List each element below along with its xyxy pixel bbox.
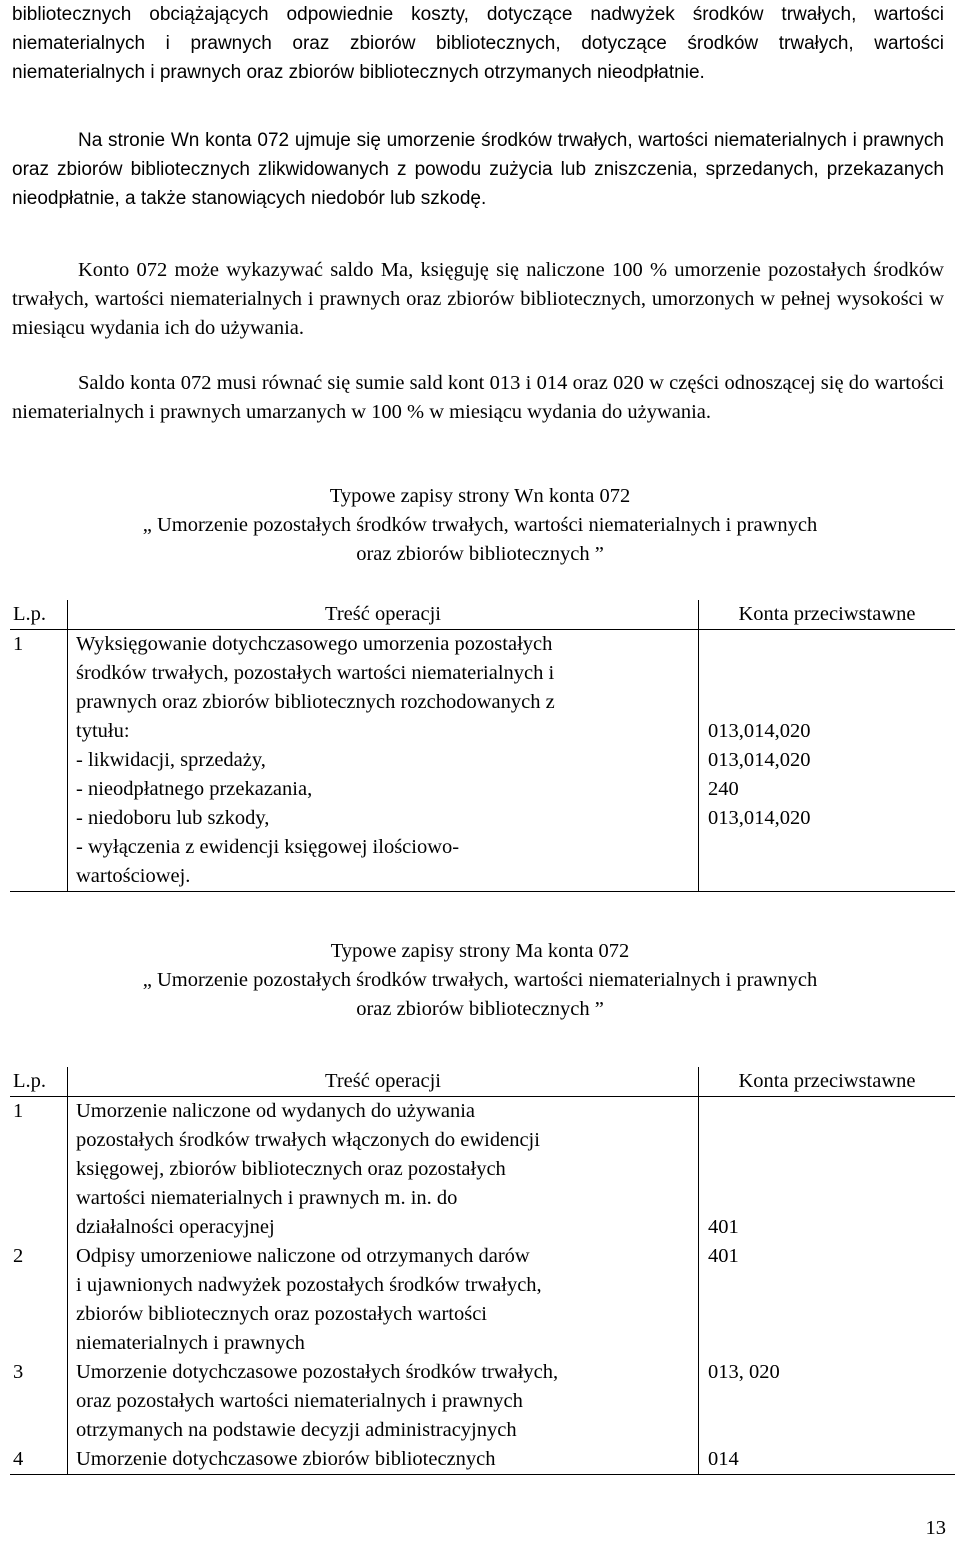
row-lp: 4	[10, 1445, 68, 1475]
row-line: Umorzenie dotychczasowe zbiorów bibliotecznych	[76, 1448, 496, 1470]
row-tresc	[68, 1097, 699, 1243]
table-row	[10, 630, 955, 892]
konta-value: 240	[708, 778, 739, 800]
table-row	[10, 1358, 955, 1445]
section-ma-title: Typowe zapisy strony Ma konta 072	[330, 940, 630, 962]
row-line: prawnych oraz zbiorów bibliotecznych rozchodowanych z	[76, 691, 555, 713]
header-tresc: Treść operacji	[68, 1067, 699, 1097]
row-line: i ujawnionych nadwyżek pozostałych środków trwałych,	[76, 1274, 542, 1296]
table-wn	[10, 600, 955, 892]
row-lp: 3	[10, 1358, 68, 1445]
row-tresc	[68, 1358, 699, 1445]
konta-value: 014	[708, 1448, 739, 1470]
row-line: - likwidacji, sprzedaży,	[76, 749, 266, 771]
row-line: środków trwałych, pozostałych wartości niematerialnych i	[76, 662, 555, 684]
row-line: wartości niematerialnych i prawnych m. in. do	[76, 1187, 458, 1209]
section-wn-subtitle-2: oraz zbiorów bibliotecznych ”	[356, 543, 604, 565]
row-line: Umorzenie dotychczasowe pozostałych środków trwałych,	[76, 1361, 559, 1383]
konta-value: 013,014,020	[708, 749, 811, 771]
row-konta	[699, 1358, 956, 1445]
row-tresc	[68, 1242, 699, 1358]
paragraph-saldo-ma: Konto 072 może wykazywać saldo Ma, księguję się naliczone 100 % umorzenie pozostałych środków trwałych, wartości niematerialnych i prawnych oraz zbiorów bibliotecznych, umorzonych w pełnej wysokości w miesiącu wydania ich do używania.	[12, 259, 944, 339]
konta-value: 401	[708, 1245, 739, 1267]
intro-paragraph: bibliotecznych obciążających odpowiednie koszty, dotyczące nadwyżek środków trwałych, wartości niematerialnych i prawnych oraz zbiorów bibliotecznych, dotyczące środków trwałych, wartości niematerialnych i prawnych oraz zbiorów bibliotecznych otrzymanych nieodpłatnie.	[12, 4, 944, 83]
row-lp: 1	[10, 630, 68, 892]
row-konta	[699, 1097, 956, 1243]
table-row	[10, 1445, 955, 1475]
header-lp: L.p.	[10, 1067, 68, 1097]
row-line: niematerialnych i prawnych	[76, 1332, 305, 1354]
header-konta: Konta przeciwstawne	[699, 1067, 956, 1097]
row-line: działalności operacyjnej	[76, 1216, 275, 1238]
row-lp: 2	[10, 1242, 68, 1358]
row-line: wartościowej.	[76, 865, 191, 887]
row-line: Wyksięgowanie dotychczasowego umorzenia pozostałych	[76, 633, 553, 655]
paragraph-saldo-konta: Saldo konta 072 musi równać się sumie sald kont 013 i 014 oraz 020 w części odnoszącej się do wartości niematerialnych i prawnych umarzanych w 100 % w miesiącu wydania do używania.	[12, 372, 944, 423]
row-line: - niedoboru lub szkody,	[76, 807, 270, 829]
row-konta	[699, 630, 956, 892]
row-line: oraz pozostałych wartości niematerialnych i prawnych	[76, 1390, 523, 1412]
page-number: 13	[925, 1517, 946, 1539]
header-tresc: Treść operacji	[68, 600, 699, 630]
table-row	[10, 1097, 955, 1243]
konta-value: 013, 020	[708, 1361, 780, 1383]
row-line: Odpisy umorzeniowe naliczone od otrzymanych darów	[76, 1245, 530, 1267]
row-line: księgowej, zbiorów bibliotecznych oraz pozostałych	[76, 1158, 506, 1180]
row-line: - nieodpłatnego przekazania,	[76, 778, 313, 800]
row-line: Umorzenie naliczone od wydanych do używania	[76, 1100, 476, 1122]
row-line: zbiorów bibliotecznych oraz pozostałych wartości	[76, 1303, 487, 1325]
header-konta: Konta przeciwstawne	[699, 600, 956, 630]
section-wn-subtitle-1: „ Umorzenie pozostałych środków trwałych, wartości niematerialnych i prawnych	[142, 514, 818, 536]
konta-value: 013,014,020	[708, 807, 811, 829]
konta-value: 013,014,020	[708, 720, 811, 742]
row-line: - wyłączenia z ewidencji księgowej ilościowo-	[76, 836, 460, 858]
table-ma	[10, 1067, 955, 1475]
row-tresc	[68, 1445, 699, 1475]
table-row	[10, 1242, 955, 1358]
section-ma-subtitle-2: oraz zbiorów bibliotecznych ”	[356, 998, 604, 1020]
row-konta	[699, 1445, 956, 1475]
table-header-row	[10, 1067, 955, 1097]
konta-value: 401	[708, 1216, 739, 1238]
row-lp: 1	[10, 1097, 68, 1243]
row-line: tytułu:	[76, 720, 130, 742]
row-tresc	[68, 630, 699, 892]
header-lp: L.p.	[10, 600, 68, 630]
section-ma-subtitle-1: „ Umorzenie pozostałych środków trwałych, wartości niematerialnych i prawnych	[142, 969, 818, 991]
paragraph-wn-side: Na stronie Wn konta 072 ujmuje się umorzenie środków trwałych, wartości niematerialnych i prawnych oraz zbiorów bibliotecznych zlikwidowanych z powodu zużycia lub zniszczenia, sprzedanych, przekazanych nieodpłatnie, a także stanowiących niedobór lub szkodę.	[12, 130, 944, 209]
section-wn-title: Typowe zapisy strony Wn konta 072	[329, 485, 631, 507]
row-konta	[699, 1242, 956, 1358]
table-header-row	[10, 600, 955, 630]
row-line: otrzymanych na podstawie decyzji administracyjnych	[76, 1419, 517, 1441]
row-line: pozostałych środków trwałych włączonych do ewidencji	[76, 1129, 540, 1151]
